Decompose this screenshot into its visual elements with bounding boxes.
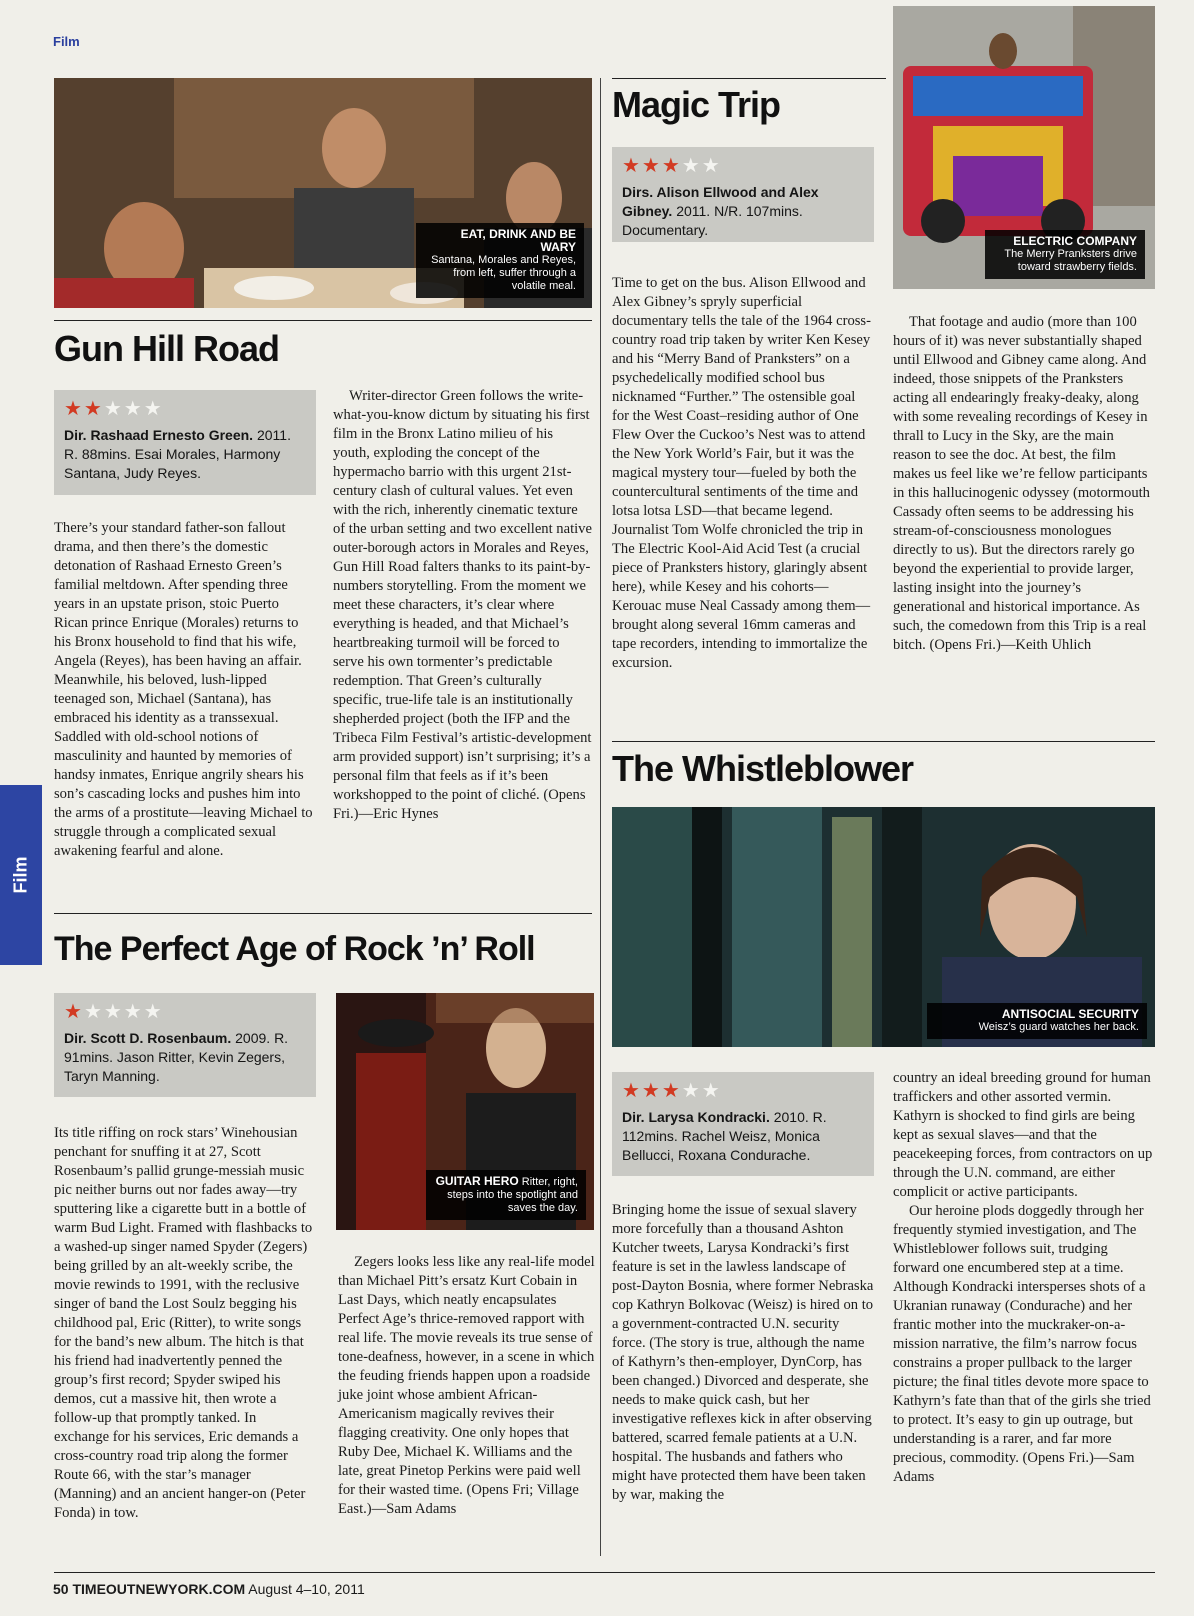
magic-trip-photo <box>893 6 1155 289</box>
magic-trip-body-col2: That footage and audio (more than 100 hours of it) was never substantially shaped until Ellwood and Gibney came along. And indeed, those snippets of the Pranksters acting all endearingly freaky-deaky, along with some revealing recordings of Kesey in thrall to Lucy in the Sky, are the main reason to see the doc. At best, the film makes us feel like we’re fellow participants in this hallucinogenic odyssey (motormouth Cassady often seems to be addressing his stream-of-consciousness monologues directly to us). But the directors rarely go beyond the experiential to provide larger, lasting insight into the journey’s generational and historical importance. As such, the comedown from this Trip is a real bitch. (Opens Fri.)—Keith Uhlich <box>893 314 1150 653</box>
footer-site: TIMEOUTNEWYORK.COM <box>72 1581 246 1597</box>
magic-trip-star-rating: ★★★★★ <box>622 155 722 177</box>
magic-trip-caption: ELECTRIC COMPANY The Merry Pranksters drive toward strawberry fields. <box>985 230 1145 279</box>
footer-date: August 4–10, 2011 <box>248 1581 365 1597</box>
magic-trip-director: Dirs. Alison Ellwood and Alex Gibney. <box>622 184 819 219</box>
perfect-age-photo <box>336 993 594 1230</box>
perfect-age-body-col2: Zegers looks less like any real-life model than Michael Pitt’s ersatz Kurt Cobain in Last Days, which neatly encapsulates Perfect Age’s thrice-removed rapport with real life. The movie reveals its true sense of tone-deafness, however, in a scene in which the feuding friends happen upon a roadside juke joint whose ambient African-Americanism magically revives their flagging creativity. One only hopes that Ruby Dee, Michael K. Williams and the late, great Pinetop Perkins were paid well for their wasted time. (Opens Fri; Village East.)—Sam Adams <box>338 1254 595 1517</box>
perfect-age-director: Dir. Scott D. Rosenbaum. <box>64 1030 232 1046</box>
page-footer <box>53 1581 365 1597</box>
column-divider <box>600 78 601 1556</box>
section-label: Film <box>53 34 80 49</box>
whistleblower-caption: ANTISOCIAL SECURITY Weisz’s guard watches her back. <box>927 1003 1147 1039</box>
section-rule <box>612 741 1155 742</box>
whistleblower-body-col1: Bringing home the issue of sexual slavery more forcefully than a thousand Ashton Kutcher tweets, Larysa Kondracki’s first feature is set in the lawless landscape of post-Dayton Bosnia, where former Nebraska cop Kathryn Bolkovac (Weisz) is hired on to a government-contracted U.N. security force. (The story is true, although the name of Kathyrn’s then-employer, DynCorp, has been changed.) Divorced and desperate, she needs to make quick cash, but her investigative reflexes kick in after observing battered, scarred female patients at a U.N. hospital. The husbands and fathers who might have protected them have been taken by war, making the <box>612 1202 874 1503</box>
perfect-age-rating-box <box>54 993 316 1097</box>
footer-rule <box>54 1572 1155 1573</box>
magic-trip-body-col1: Time to get on the bus. Alison Ellwood and Alex Gibney’s spryly superficial documentary tells the tale of the 1964 cross-country road trip taken by writer Ken Kesey and his “Merry Band of Pranksters” on a psychedelically modified school bus nicknamed “Further.” The ostensible goal for the West Coast–residing author of One Flew Over the Cuckoo’s Nest was to attend the New York World’s Fair, but it was the magical mystery tour—fueled by both the countercultural sentiments of the time and lotsa lotsa LSD—that became legend. Journalist Tom Wolfe chronicled the trip in The Electric Kool-Aid Acid Test (a crucial piece of Pranksters history, glaringly absent here), while Kesey and his cohorts—Kerouac muse Neal Cassady among them—brought along several 16mm cameras and tape recorders, intending to immortalize the excursion. <box>612 275 871 671</box>
page-number: 50 <box>53 1581 69 1597</box>
whistleblower-credits: 2010. R. 112mins. Rachel Weisz, Monica Bellucci, Roxana Condurache. <box>622 1109 827 1163</box>
gun-hill-photo <box>54 78 592 308</box>
gun-hill-body-col1: There’s your standard father-son fallout drama, and then there’s the domestic detonation of Rashaad Ernesto Green’s familial meltdown. After spending three years in an upstate prison, stoic Puerto Rican prince Enrique (Morales) returns to his Bronx household to find that his wife, Angela (Reyes), has been having an affair. Meanwhile, his beloved, lush-lipped teenaged son, Michael (Santana), has embraced his identity as a transsexual. Saddled with old-school notions of masculinity and haunted by memories of handsy inmates, Enrique angrily shears his son’s cascading locks and pushes him into the arms of a prostitute—leaving Michael to struggle through a complicated sexual awakening fearful and alone. <box>54 520 313 859</box>
whistleblower-photo <box>612 807 1155 1047</box>
perfect-age-credits: 2009. R. 91mins. Jason Ritter, Kevin Zegers, Taryn Manning. <box>64 1030 289 1084</box>
perfect-age-body-col1: Its title riffing on rock stars’ Winehousian penchant for snuffing it at 27, Scott Rosenbaum’s pallid grunge-messiah music pic neither burns out nor fades away—try sputtering like a cigarette butt in a bottle of warm Bud Light. Framed with flashbacks to a washed-up singer named Spyder (Zegers) being grilled by an alt-weekly scribe, the movie rewinds to 1991, with the reclusive singer of band the Lost Soulz begging his childhood pal, Eric (Ritter), to write songs for the band’s new album. The hitch is that his friend had inadvertently penned the group’s first record; Spyder swiped his demos, cut a massive hit, then wrote a follow-up that promptly tanked. In exchange for his services, Eric demands a cross-country road trip along the former Route 66, with the star’s manager (Manning) and an ancient hanger-on (Peter Fonda) in tow. <box>54 1125 313 1521</box>
perfect-age-title: The Perfect Age of Rock ’n’ Roll <box>54 930 535 968</box>
magic-trip-title: Magic Trip <box>612 84 781 125</box>
section-rule <box>54 913 592 914</box>
whistleblower-body-col2: country an ideal breeding ground for human traffickers and other assorted vermin. Kathyrn is shocked to find girls are being kept as sexual slaves—and that the peacekeeping forces, from contractors on up through the U.N. command, are either complicit or active participants. Our heroine plods doggedly through her frequently stymied investigation, and The Whistleblower follows suit, trudging forward one encumbered step at a time. Although Kondracki intersperses shots of a Ukranian runaway (Condurache) and her frantic mother into the muckraker-on-a-mission narrative, the film’s narrow focus constrains a proper pullback to the larger picture; the final titles devote more space to Kathyrn’s fate than that of the girls she tried to protect. It’s easy to gin up outrage, but understanding is a rarer, and far more precious, commodity. (Opens Fri.)—Sam Adams <box>893 1070 1153 1485</box>
whistleblower-director: Dir. Larysa Kondracki. <box>622 1109 770 1125</box>
gun-hill-title: Gun Hill Road <box>54 328 279 369</box>
whistleblower-title: The Whistleblower <box>612 748 914 789</box>
gun-hill-body-col2: Writer-director Green follows the write-what-you-know dictum by situating his first film in the Bronx Latino milieu of his youth, exploding the concept of the hypermacho barrio with this urgent 21st-century clash of cultural values. Yet even with the rich, inherently cinematic texture of the urban setting and two excellent native outer-borough actors in Morales and Reyes, Gun Hill Road falters thanks to its paint-by-numbers storytelling. From the moment we meet these characters, it’s clear where everything is headed, and that Michael’s heartbreaking turmoil will be forced to serve his own tormenter’s predictable redemption. That Green’s culturally specific, true-life tale is an institutionally shepherded project (both the IFP and the Tribeca Film Festival’s artistic-development arm provided support) isn’t surprising; it’s a personal film that feels as if it’s been workshopped to the point of cliché. (Opens Fri.)—Eric Hynes <box>333 388 592 822</box>
gun-hill-credits: 2011. R. 88mins. Esai Morales, Harmony Santana, Judy Reyes. <box>64 427 291 481</box>
gun-hill-star-rating: ★★★★★ <box>64 398 164 420</box>
side-tab: Film <box>0 785 42 965</box>
section-rule <box>612 78 886 79</box>
gun-hill-director: Dir. Rashaad Ernesto Green. <box>64 427 254 443</box>
whistleblower-star-rating: ★★★★★ <box>622 1080 722 1102</box>
magic-trip-credits: 2011. N/R. 107mins. Documentary. <box>622 203 803 238</box>
whistleblower-rating-box <box>612 1072 874 1176</box>
gun-hill-caption: EAT, DRINK AND BE WARY Santana, Morales and Reyes, from left, suffer through a volatile meal. <box>416 223 584 298</box>
perfect-age-caption: GUITAR HERO Ritter, right, steps into the spotlight and saves the day. <box>426 1170 586 1220</box>
section-rule <box>54 320 592 321</box>
gun-hill-rating-box <box>54 390 316 495</box>
magic-trip-rating-box <box>612 147 874 242</box>
perfect-age-star-rating: ★★★★★ <box>64 1001 164 1023</box>
